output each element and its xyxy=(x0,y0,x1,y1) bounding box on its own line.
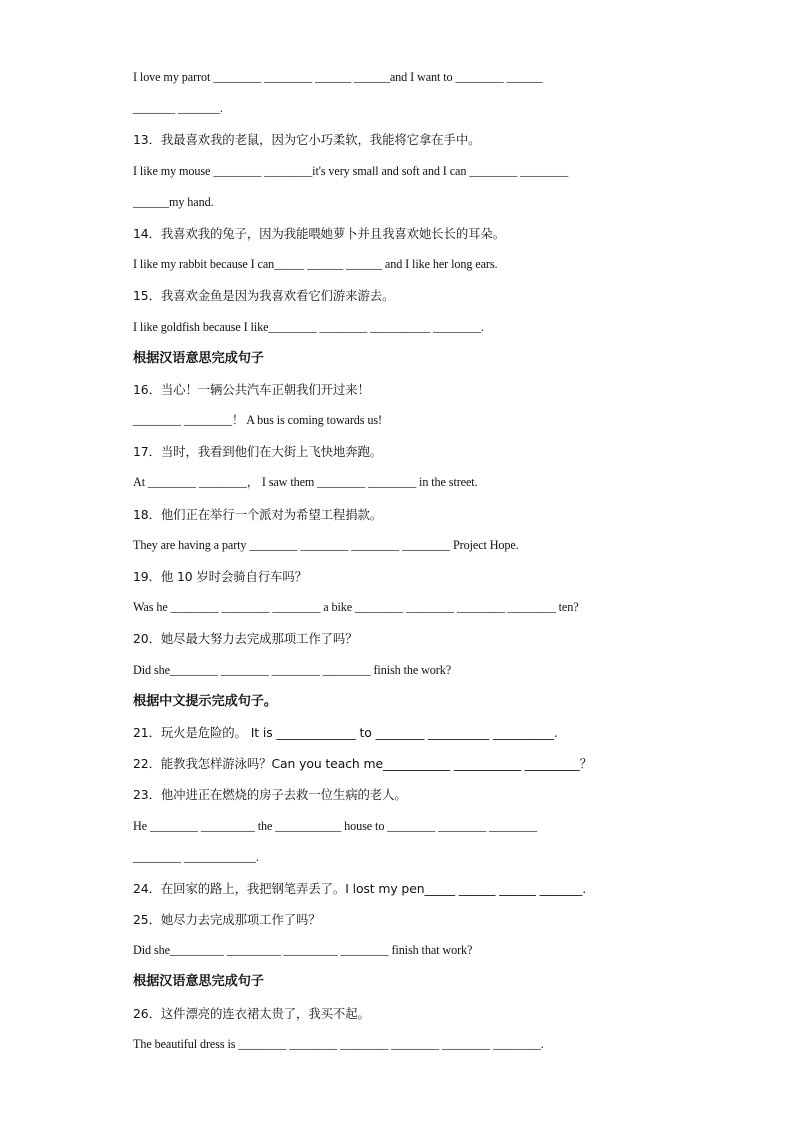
question-prompt: 22．能教我怎样游泳吗？Can you teach me___________ ___________ _________？ xyxy=(133,756,592,772)
question-prompt: 16．当心！一辆公共汽车正朝我们开过来！ xyxy=(133,381,370,397)
text-line: I like my rabbit because I can_____ ______ ______ and I like her long ears. xyxy=(133,257,498,272)
text-line: They are having a party ________ ________ ________ ________ Project Hope. xyxy=(133,537,519,552)
question-prompt: 18．他们正在举行一个派对为希望工程捐款。 xyxy=(133,506,383,522)
question-prompt: 14．我喜欢我的兔子，因为我能喂她萝卜并且我喜欢她长长的耳朵。 xyxy=(133,225,505,241)
question-prompt: 26．这件漂亮的连衣裙太贵了，我买不起。 xyxy=(133,1005,370,1021)
text-line: I love my parrot ________ ________ ______ ______and I want to ________ ______ xyxy=(133,70,543,84)
question-prompt: 20．她尽最大努力去完成那项工作了吗？ xyxy=(133,631,358,647)
question-prompt: 13．我最喜欢我的老鼠，因为它小巧柔软，我能将它拿在手中。 xyxy=(133,132,481,148)
section-heading: 根据汉语意思完成句子 xyxy=(133,974,264,990)
text-line: I like goldfish because I like________ ________ __________ ________. xyxy=(133,319,484,334)
text-line: Did she________ ________ ________ ________ finish the work? xyxy=(133,662,452,677)
text-line: Did she_________ _________ _________ ________ finish that work? xyxy=(133,943,473,958)
text-line: _______ _______. xyxy=(133,101,223,116)
text-line: I like my mouse ________ ________it's very small and soft and I can ________ ________ xyxy=(133,163,569,178)
question-prompt: 17．当时，我看到他们在大街上飞快地奔跑。 xyxy=(133,444,383,460)
text-line: He ________ _________ the ___________ house to ________ ________ ________ xyxy=(133,818,538,833)
text-line: At ________ ________， I saw them ________ ________ in the street. xyxy=(133,475,478,490)
section-heading: 根据汉语意思完成句子 xyxy=(133,350,264,366)
question-prompt: 25．她尽力去完成那项工作了吗？ xyxy=(133,912,321,928)
text-line: ________ ________！ A bus is coming towards us! xyxy=(133,413,382,428)
text-line: ______my hand. xyxy=(133,194,214,209)
question-prompt: 15．我喜欢金鱼是因为我喜欢看它们游来游去。 xyxy=(133,288,395,304)
text-line: Was he ________ ________ ________ a bike ________ ________ ________ ________ ten? xyxy=(133,600,579,615)
text-line: ________ ____________. xyxy=(133,849,259,864)
question-prompt: 23．他冲进正在燃烧的房子去救一位生病的老人。 xyxy=(133,787,407,803)
question-prompt: 24．在回家的路上，我把钢笔弄丢了。I lost my pen_____ ______ ______ _______. xyxy=(133,880,587,896)
question-prompt: 19．他 10 岁时会骑自行车吗？ xyxy=(133,569,308,584)
text-line: The beautiful dress is ________ ________ ________ ________ ________ ________. xyxy=(133,1036,544,1051)
worksheet-page xyxy=(133,62,693,1060)
question-prompt: 21．玩火是危险的。 It is _____________ to ________ __________ __________. xyxy=(133,724,558,740)
section-heading: 根据中文提示完成句子。 xyxy=(133,693,277,709)
